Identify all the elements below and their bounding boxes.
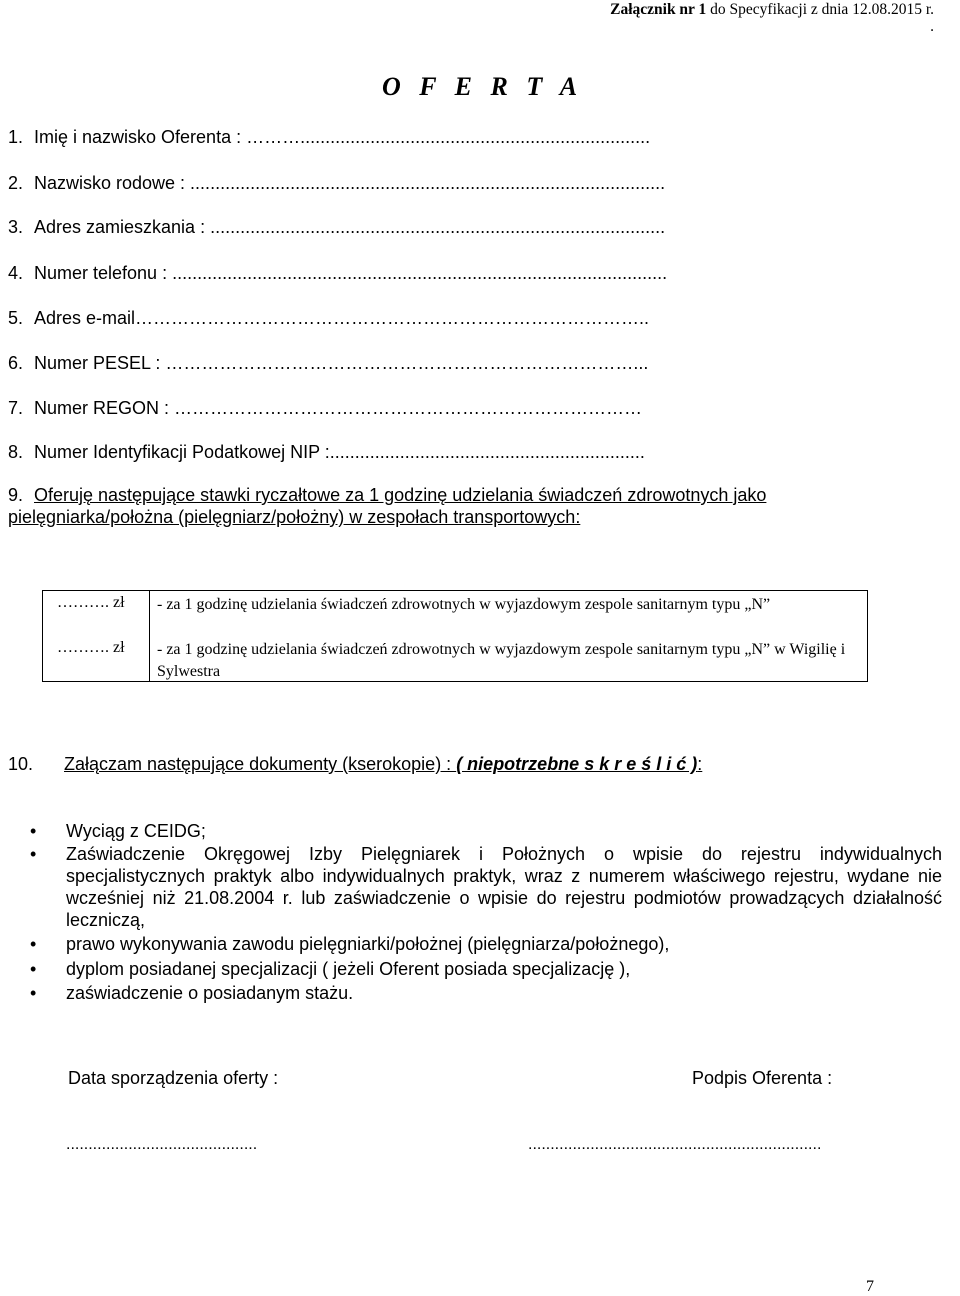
signature-label: Podpis Oferenta : — [692, 1068, 833, 1088]
field-maiden-name: 2. Nazwisko rodowe : ............................................................................................... — [8, 173, 666, 193]
field-phone: 4. Numer telefonu : ................................................................................................... — [8, 263, 668, 283]
document-item-diploma: dyplom posiadanej specjalizacji ( jeżeli Oferent posiada specjalizację ), — [66, 959, 631, 979]
field-pesel: 6. Numer PESEL : ……………………………………………………………………... — [8, 353, 649, 373]
bullet-icon: • — [30, 959, 37, 979]
page-number: 7 — [866, 1278, 874, 1295]
field-regon: 7. Numer REGON : …………………………………………………………………… — [8, 398, 643, 418]
field-name: 1. Imię i nazwisko Oferenta : ………...................................................................... — [8, 127, 651, 147]
document-item-ceidg: Wyciąg z CEIDG; — [66, 821, 206, 841]
document-item-license: prawo wykonywania zawodu pielęgniarki/położnej (pielęgniarza/położnego), — [66, 934, 670, 954]
document-title: O F E R T A — [382, 72, 584, 101]
annex-dot: . — [930, 18, 934, 35]
rate-description-holiday: - za 1 godzinę udzielania świadczeń zdrowotnych w wyjazdowym zespole sanitarnym typu „N” w Wigilię i Sylwestra — [157, 641, 846, 680]
document-item-certificate: Zaświadczenie Okręgowej Izby Pielęgniarek i Położnych o wpisie do rejestru indywidualnych specjalistycznych praktyk albo indywidualnych praktyk, wraz z numerem właściwego rejestru, wydane nie wcześniej niż 21.08.2004 r. lub zaświadczenie o wpisie do rejestru podmiotów prowadzących działalność leczniczą, — [66, 844, 942, 930]
rates-statement: 9. Oferuję następujące stawki ryczałtowe za 1 godzinę udzielania świadczeń zdrowotnych jako pielęgniarka/położna (pielęgniarz/położny) w zespołach transportowych: — [8, 485, 767, 527]
bullet-icon: • — [30, 821, 37, 841]
document-item-seniority: zaświadczenie o posiadanym stażu. — [66, 983, 354, 1003]
field-email: 5. Adres e-mail………………………………………………………………………….. — [8, 308, 650, 328]
rate-description: - za 1 godzinę udzielania świadczeń zdrowotnych w wyjazdowym zespole sanitarnym typu „N” — [157, 596, 771, 613]
annex-reference — [610, 0, 934, 20]
attachments-statement: 10. Załączam następujące dokumenty (kserokopie) : ( niepotrzebne s k r e ś l i ć ): — [8, 754, 703, 774]
bullet-icon: • — [30, 844, 37, 864]
rate-amount: ………. zł — [57, 594, 125, 611]
bullet-icon: • — [30, 983, 37, 1003]
rates-table — [42, 590, 868, 682]
bullet-icon: • — [30, 934, 37, 954]
rate-amount-holiday: ………. zł — [57, 639, 125, 656]
field-address: 3. Adres zamieszkania : ........................................................................................... — [8, 217, 666, 237]
annex-spec-date: do Specyfikacji z dnia 12.08.2015 r. — [706, 1, 934, 18]
table-divider — [149, 591, 150, 681]
signature-field: .................................................................. — [528, 1136, 822, 1153]
strike-out-note: ( niepotrzebne s k r e ś l i ć ) — [456, 754, 698, 774]
date-label: Data sporządzenia oferty : — [68, 1068, 279, 1088]
date-field: ........................................... — [66, 1136, 258, 1153]
field-nip: 8. Numer Identyfikacji Podatkowej NIP :............................................................... — [8, 442, 645, 462]
annex-number: Załącznik nr 1 — [610, 1, 707, 18]
